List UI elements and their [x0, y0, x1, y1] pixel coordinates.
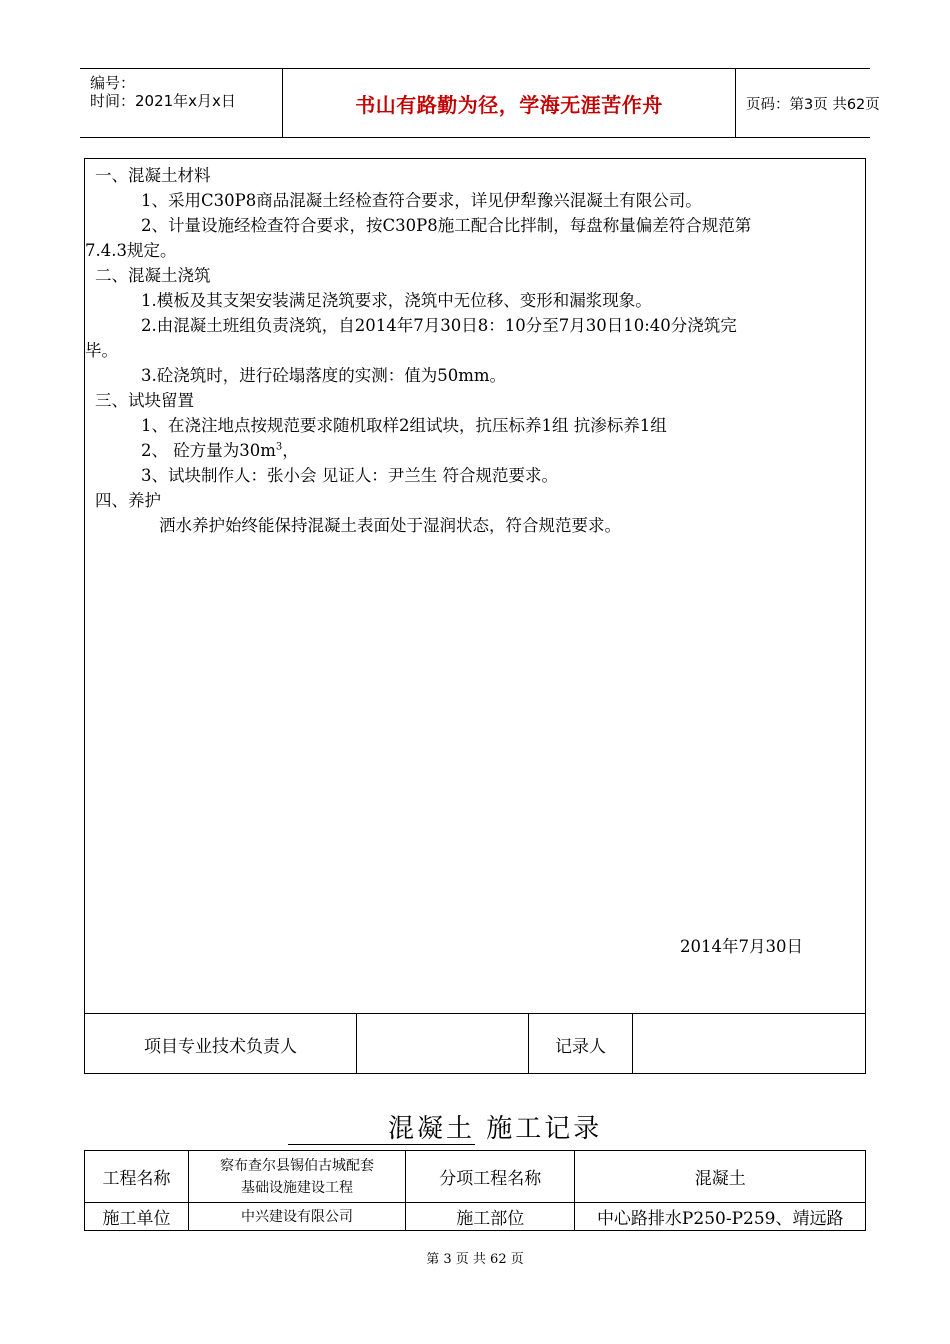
tech-lead-signature-field[interactable]	[357, 1014, 529, 1074]
pouring-item-2-cont: 毕。	[85, 341, 118, 360]
recorder-signature-field[interactable]	[633, 1014, 865, 1074]
samples-item-2	[85, 438, 855, 463]
header-page-cell	[736, 69, 880, 137]
project-info-table	[84, 1150, 866, 1231]
cubic-superscript: 3	[275, 441, 283, 453]
signature-row	[85, 1013, 865, 1074]
pouring-item-1: 1.模板及其支架安装满足浇筑要求，浇筑中无位移、变形和漏浆现象。	[141, 291, 652, 310]
section-materials-title: 一、混凝土材料	[95, 166, 211, 185]
table-row	[85, 1203, 866, 1231]
project-name-label: 工程名称	[85, 1151, 189, 1203]
record-body-box	[84, 158, 866, 1074]
pouring-item-2: 2.由混凝土班组负责浇筑，自2014年7月30日8：10分至7月30日10:40分浇筑完	[141, 316, 737, 335]
recorder-label: 记录人	[529, 1014, 633, 1074]
samples-item-1: 1、在浇注地点按规范要求随机取样2组试块，抗压标养1组 抗渗标养1组	[141, 416, 667, 435]
page-footer: 第 3 页 共 62 页	[426, 1252, 524, 1267]
slogan: 书山有路勤为径，学海无涯苦作舟	[355, 92, 663, 117]
sub-project-value: 混凝土	[575, 1151, 866, 1203]
title-blank-line	[288, 1116, 388, 1145]
materials-item-2: 2、计量设施经检查符合要求，按C30P8施工配合比拌制，每盘称量偏差符合规范第	[141, 216, 752, 235]
project-name-line-1: 察布查尔县锡伯古城配套	[220, 1157, 375, 1174]
section-samples-title: 三、试块留置	[95, 391, 194, 410]
record-content	[85, 163, 855, 538]
section-curing-title: 四、养护	[95, 491, 161, 510]
document-header	[80, 68, 880, 138]
contractor-value: 中兴建设有限公司	[189, 1203, 406, 1231]
location-value: 中心路排水P250-P259、靖远路	[575, 1203, 866, 1231]
samples-volume-end: ，	[282, 441, 299, 460]
pouring-item-3: 3.砼浇筑时，进行砼塌落度的实测：值为50mm。	[141, 366, 507, 385]
record-title	[288, 1108, 618, 1145]
title-suffix: 施工记录	[486, 1114, 603, 1144]
section-pouring-title: 二、混凝土浇筑	[95, 266, 211, 285]
record-date: 2014年7月30日	[680, 937, 803, 956]
page-label: 页码：第3页 共62页	[746, 96, 880, 113]
samples-item-3: 3、试块制作人：张小会 见证人：尹兰生 符合规范要求。	[141, 466, 558, 485]
time-label: 时间：2021年x月x日	[90, 92, 236, 110]
location-label: 施工部位	[406, 1203, 575, 1231]
header-slogan-cell	[282, 69, 736, 137]
samples-volume: 2、 砼方量为30m	[141, 441, 276, 460]
project-name-line-2: 基础设施建设工程	[241, 1179, 354, 1196]
curing-item-1: 洒水养护始终能保持混凝土表面处于湿润状态，符合规范要求。	[159, 516, 621, 535]
title-subject: 混凝土	[388, 1114, 476, 1144]
materials-item-2-cont: 7.4.3规定。	[85, 241, 177, 260]
sub-project-label: 分项工程名称	[406, 1151, 575, 1203]
contractor-label: 施工单位	[85, 1203, 189, 1231]
project-name-value	[189, 1151, 406, 1203]
header-meta	[80, 69, 282, 137]
number-label: 编号：	[90, 74, 136, 92]
materials-item-1: 1、采用C30P8商品混凝土经检查符合要求，详见伊犁豫兴混凝土有限公司。	[141, 191, 702, 210]
table-row	[85, 1151, 866, 1203]
tech-lead-label: 项目专业技术负责人	[85, 1014, 357, 1074]
